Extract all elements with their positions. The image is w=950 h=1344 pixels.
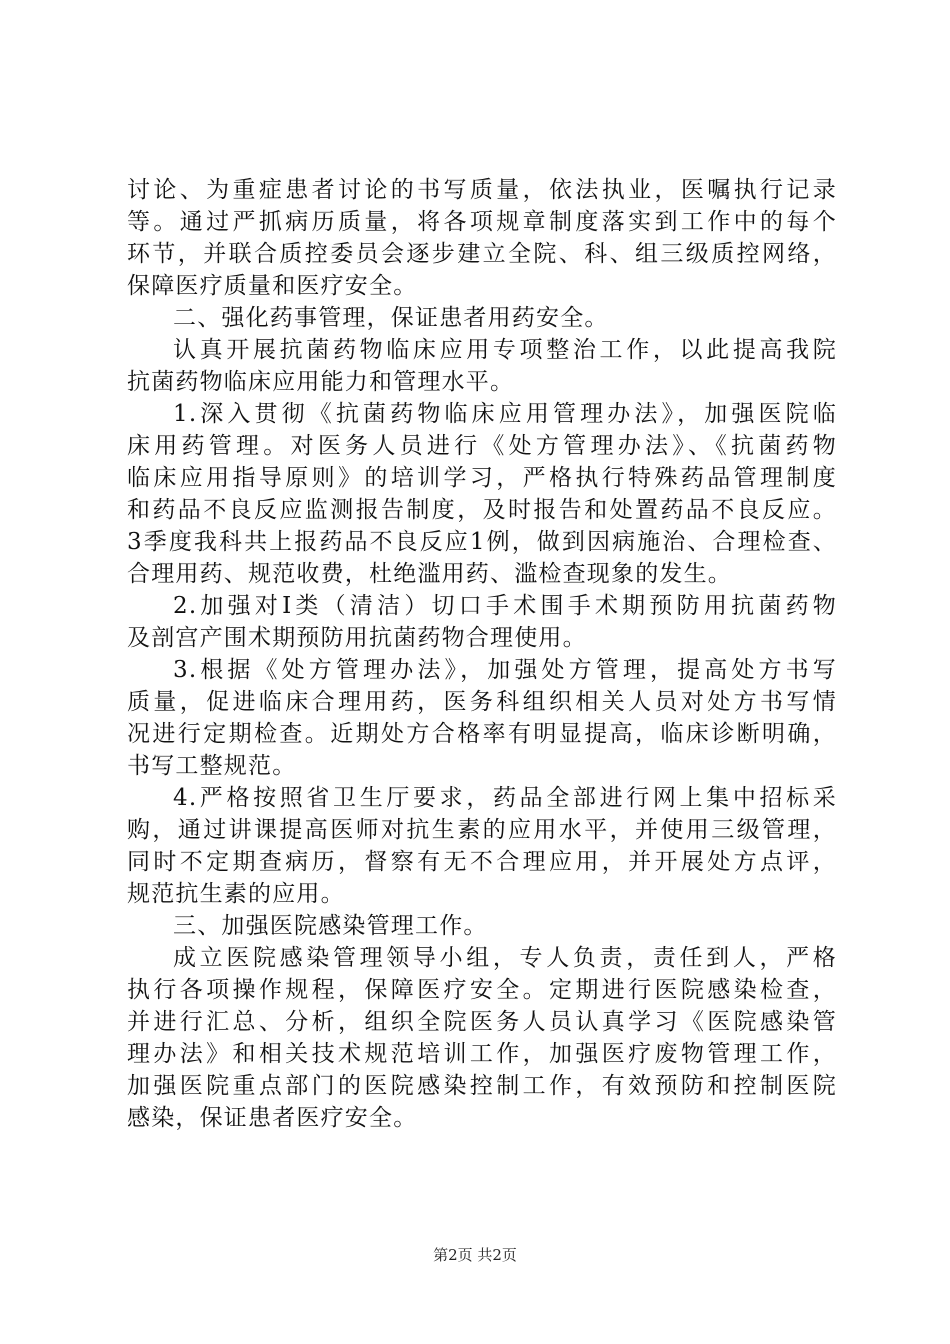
text-line: 1.深入贯彻《抗菌药物临床应用管理办法》，加强医院临 xyxy=(173,401,837,427)
text-line: 认真开展抗菌药物临床应用专项整治工作，以此提高我院 xyxy=(173,337,837,363)
text-line: 床用药管理。对医务人员进行《处方管理办法》、《抗菌药物 xyxy=(127,433,837,459)
text-line: 二、强化药事管理，保证患者用药安全。 xyxy=(173,305,609,331)
text-line: 质量，促进临床合理用药，医务科组织相关人员对处方书写情 xyxy=(127,689,837,715)
text-line: 抗菌药物临床应用能力和管理水平。 xyxy=(127,369,515,395)
text-line: 4.严格按照省卫生厅要求，药品全部进行网上集中招标采 xyxy=(173,785,837,811)
text-line: 3.根据《处方管理办法》，加强处方管理，提高处方书写 xyxy=(173,657,837,683)
text-line: 况进行定期检查。近期处方合格率有明显提高，临床诊断明确， xyxy=(127,721,837,747)
document-body xyxy=(127,174,837,1134)
text-line: 合理用药、规范收费，杜绝滥用药、滥检查现象的发生。 xyxy=(127,561,732,587)
text-line: 理办法》和相关技术规范培训工作，加强医疗废物管理工作， xyxy=(127,1041,837,1067)
text-line: 书写工整规范。 xyxy=(127,753,297,779)
text-line: 保障医疗质量和医疗安全。 xyxy=(127,273,418,299)
text-line: 三、加强医院感染管理工作。 xyxy=(173,913,488,939)
text-line: 环节，并联合质控委员会逐步建立全院、科、组三级质控网络， xyxy=(127,241,837,267)
text-line: 及剖宫产围术期预防用抗菌药物合理使用。 xyxy=(127,625,587,651)
text-line: 和药品不良反应监测报告制度，及时报告和处置药品不良反应。 xyxy=(127,497,837,523)
text-line: 3季度我科共上报药品不良反应1例，做到因病施治、合理检查、 xyxy=(127,529,837,555)
text-line: 2.加强对Ⅰ类（清洁）切口手术围手术期预防用抗菌药物 xyxy=(173,593,837,619)
text-line: 规范抗生素的应用。 xyxy=(127,881,345,907)
text-line: 临床应用指导原则》的培训学习，严格执行特殊药品管理制度 xyxy=(127,465,837,491)
text-line: 加强医院重点部门的医院感染控制工作，有效预防和控制医院 xyxy=(127,1073,837,1099)
text-line: 并进行汇总、分析，组织全院医务人员认真学习《医院感染管 xyxy=(127,1009,837,1035)
text-line: 感染，保证患者医疗安全。 xyxy=(127,1105,418,1131)
text-line: 同时不定期查病历，督察有无不合理应用，并开展处方点评， xyxy=(127,849,837,875)
text-line: 购，通过讲课提高医师对抗生素的应用水平，并使用三级管理， xyxy=(127,817,837,843)
text-line: 成立医院感染管理领导小组，专人负责，责任到人，严格 xyxy=(173,945,837,971)
text-line: 讨论、为重症患者讨论的书写质量，依法执业，医嘱执行记录 xyxy=(127,177,837,203)
text-line: 执行各项操作规程，保障医疗安全。定期进行医院感染检查， xyxy=(127,977,837,1003)
page-footer: 第2页 共2页 xyxy=(433,1246,517,1264)
text-line: 等。通过严抓病历质量，将各项规章制度落实到工作中的每个 xyxy=(127,209,837,235)
